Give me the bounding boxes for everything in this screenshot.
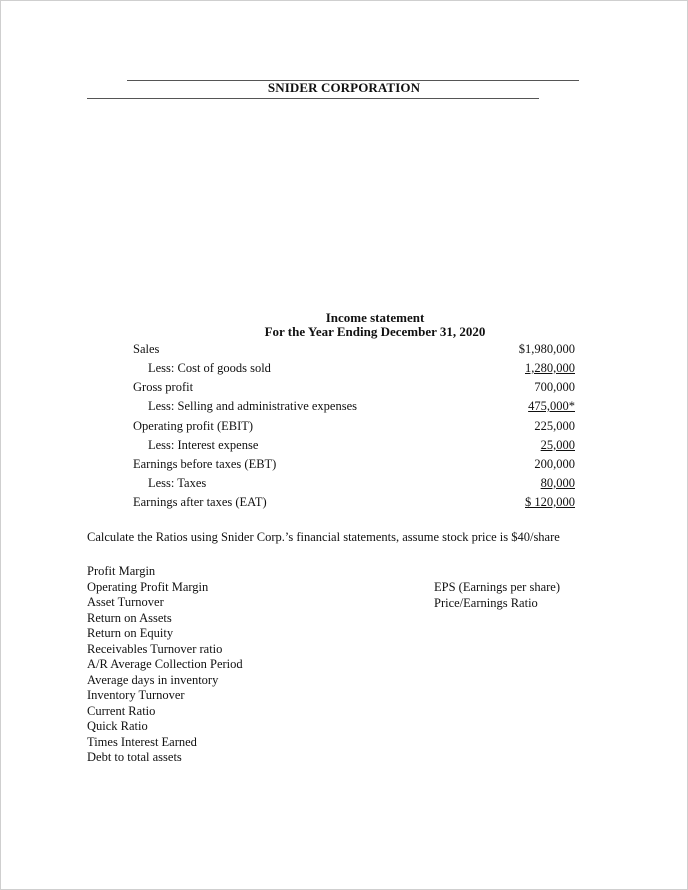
line-label: Earnings after taxes (EAT) bbox=[133, 495, 267, 509]
income-line-taxes bbox=[133, 476, 575, 495]
ratio-item: Average days in inventory bbox=[87, 672, 219, 687]
ratio-item: Times Interest Earned bbox=[87, 734, 197, 749]
line-amount: 225,000 bbox=[534, 419, 575, 433]
line-amount: 200,000 bbox=[534, 457, 575, 471]
ratio-item: Inventory Turnover bbox=[87, 688, 185, 702]
income-line-sales bbox=[133, 342, 575, 361]
ratio-item: Debt to total assets bbox=[87, 750, 182, 764]
line-amount: 25,000 bbox=[540, 438, 575, 452]
instruction-text: Calculate the Ratios using Snider Corp.’s financial statements, assume stock price is $40/share bbox=[87, 530, 560, 544]
line-label: Sales bbox=[133, 342, 160, 356]
income-line-gross-profit bbox=[133, 380, 575, 399]
line-label: Less: Cost of goods sold bbox=[148, 361, 271, 375]
ratio-item: Quick Ratio bbox=[87, 719, 148, 733]
line-amount: $1,980,000 bbox=[518, 342, 575, 356]
statement-title: Income statement bbox=[325, 310, 425, 325]
line-label: Earnings before taxes (EBT) bbox=[133, 457, 277, 471]
income-line-ebt bbox=[133, 457, 575, 476]
income-line-cogs bbox=[133, 361, 575, 380]
ratio-item: Return on Assets bbox=[87, 610, 172, 625]
income-line-eat bbox=[133, 495, 575, 514]
line-amount: 80,000 bbox=[540, 476, 575, 490]
ratio-list-left bbox=[87, 564, 243, 766]
ratio-item: Price/Earnings Ratio bbox=[434, 595, 538, 610]
ratio-item: Current Ratio bbox=[87, 703, 156, 718]
line-amount: 700,000 bbox=[534, 380, 575, 394]
line-label: Gross profit bbox=[133, 380, 194, 394]
ratio-list-right bbox=[434, 580, 560, 611]
line-label: Less: Interest expense bbox=[148, 438, 259, 452]
ratio-item: Receivables Turnover ratio bbox=[87, 641, 223, 656]
line-label: Less: Selling and administrative expenses bbox=[148, 399, 357, 413]
income-line-ebit bbox=[133, 419, 575, 438]
ratio-item: Asset Turnover bbox=[87, 595, 164, 609]
ratio-item: Operating Profit Margin bbox=[87, 579, 209, 594]
line-amount: 475,000* bbox=[528, 399, 575, 413]
line-label: Operating profit (EBIT) bbox=[133, 419, 254, 433]
line-amount: $ 120,000 bbox=[525, 495, 575, 509]
income-line-sga bbox=[133, 399, 575, 418]
line-label: Less: Taxes bbox=[148, 476, 207, 490]
statement-subtitle: For the Year Ending December 31, 2020 bbox=[264, 324, 486, 339]
ratio-item: Profit Margin bbox=[87, 564, 156, 578]
ratio-item: Return on Equity bbox=[87, 626, 174, 640]
ratio-item: EPS (Earnings per share) bbox=[434, 580, 561, 594]
income-line-interest bbox=[133, 438, 575, 457]
ratio-item: A/R Average Collection Period bbox=[87, 657, 243, 671]
company-name: SNIDER CORPORATION bbox=[267, 80, 421, 95]
company-underline bbox=[87, 98, 539, 99]
line-amount: 1,280,000 bbox=[525, 361, 575, 375]
